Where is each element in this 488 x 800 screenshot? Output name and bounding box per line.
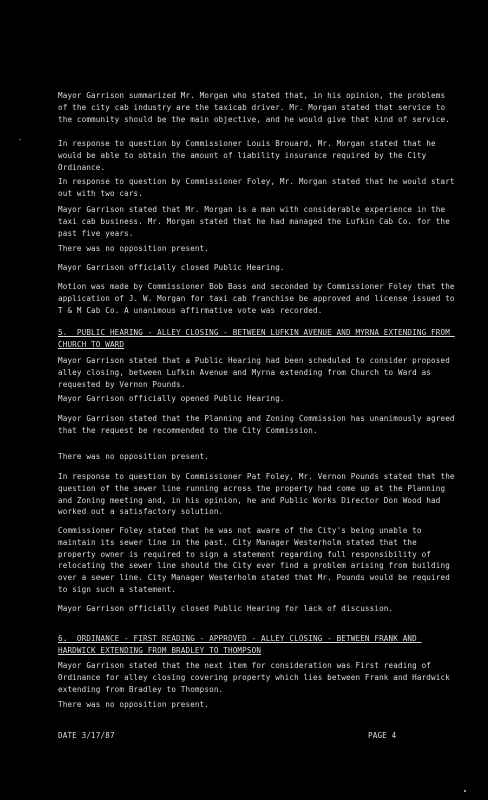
paragraph-hearing-opened: Mayor Garrison officially opened Public Hearing. <box>58 394 285 403</box>
footer-page-number: PAGE 4 <box>368 731 397 740</box>
paragraph-planning-zoning: Mayor Garrison stated that the Planning and Zoning Commission has unanimously agreed that the request be recommended to the City Commission. <box>58 414 460 435</box>
section-heading-6: 6. ORDINANCE - FIRST READING - APPROVED - ALLEY CLOSING - BETWEEN FRANK AND HARDWICK EXTENDING FROM BRADLEY TO THOMPSON <box>58 634 422 655</box>
paragraph-no-opposition-3: There was no opposition present. <box>58 700 210 709</box>
section-heading-5: 5. PUBLIC HEARING - ALLEY CLOSING - BETWEEN LUFKIN AVENUE AND MYRNA EXTENDING FROM CHURCH TO WARD <box>58 328 455 349</box>
paragraph-brouard-question: In response to question by Commissioner Louis Brouard, Mr. Morgan stated that he would be able to obtain the amount of liability insurance required by the City Ordinance. <box>58 139 441 172</box>
paragraph-morgan-opinion: Mayor Garrison summarized Mr. Morgan who stated that, in his opinion, the problems of the city cab industry are the taxicab driver. Mr. Morgan stated that service to the community should be the main objective, and he would give that kind of service. <box>58 91 450 124</box>
paragraph-motion: Motion was made by Commissioner Bob Bass and seconded by Commissioner Foley that the application of J. W. Morgan for taxi cab franchise be approved and license issued to T & M Cab Co. A unanimous affirmative vote was recorded. <box>58 282 460 315</box>
margin-mark: - <box>18 136 23 144</box>
paragraph-no-opposition-1: There was no opposition present. <box>58 244 210 253</box>
paragraph-westerholm-statement: Commissioner Foley stated that he was not aware of the City's being unable to maintain its sewer line in the past. City Manager Westerholm stated that the property owner is required to sign a statement regarding full responsibility of relocating the sewer line should the City ever find a problem arising from building over a sewer line. City Manager Westerholm stated that Mr. Pounds would be required to sign such a statement. <box>58 526 455 594</box>
paragraph-sewer-question: In response to question by Commissioner Pat Foley, Mr. Vernon Pounds stated that the question of the sewer line running across the property had come up at the Planning and Zoning meeting and, in his opinion, he and Public Works Director Don Wood had worked out a satisfactory solution. <box>58 472 460 517</box>
paragraph-morgan-experience: Mayor Garrison stated that Mr. Morgan is a man with considerable experience in the taxi cab business. Mr. Morgan stated that he had managed the Lufkin Cab Co. for the past five years. <box>58 205 455 238</box>
paragraph-no-opposition-2: There was no opposition present. <box>58 452 210 461</box>
paragraph-hearing-scheduled: Mayor Garrison stated that a Public Hearing had been scheduled to consider proposed alley closing, between Lufkin Avenue and Myrna extending from Church to Ward as requested by Vernon Pounds. <box>58 356 455 389</box>
paragraph-hearing-closed-1: Mayor Garrison officially closed Public Hearing. <box>58 263 285 272</box>
paragraph-hearing-closed-2: Mayor Garrison officially closed Public Hearing for lack of discussion. <box>58 604 394 613</box>
scan-speck <box>464 790 466 792</box>
paragraph-first-reading: Mayor Garrison stated that the next item for consideration was First reading of Ordinance for alley closing covering property which lies between Frank and Hardwick extending from Bradley to Thompson. <box>58 661 455 694</box>
footer-date: DATE 3/17/87 <box>58 731 115 740</box>
paragraph-foley-question: In response to question by Commissioner Foley, Mr. Morgan stated that he would start out with two cars. <box>58 177 460 198</box>
